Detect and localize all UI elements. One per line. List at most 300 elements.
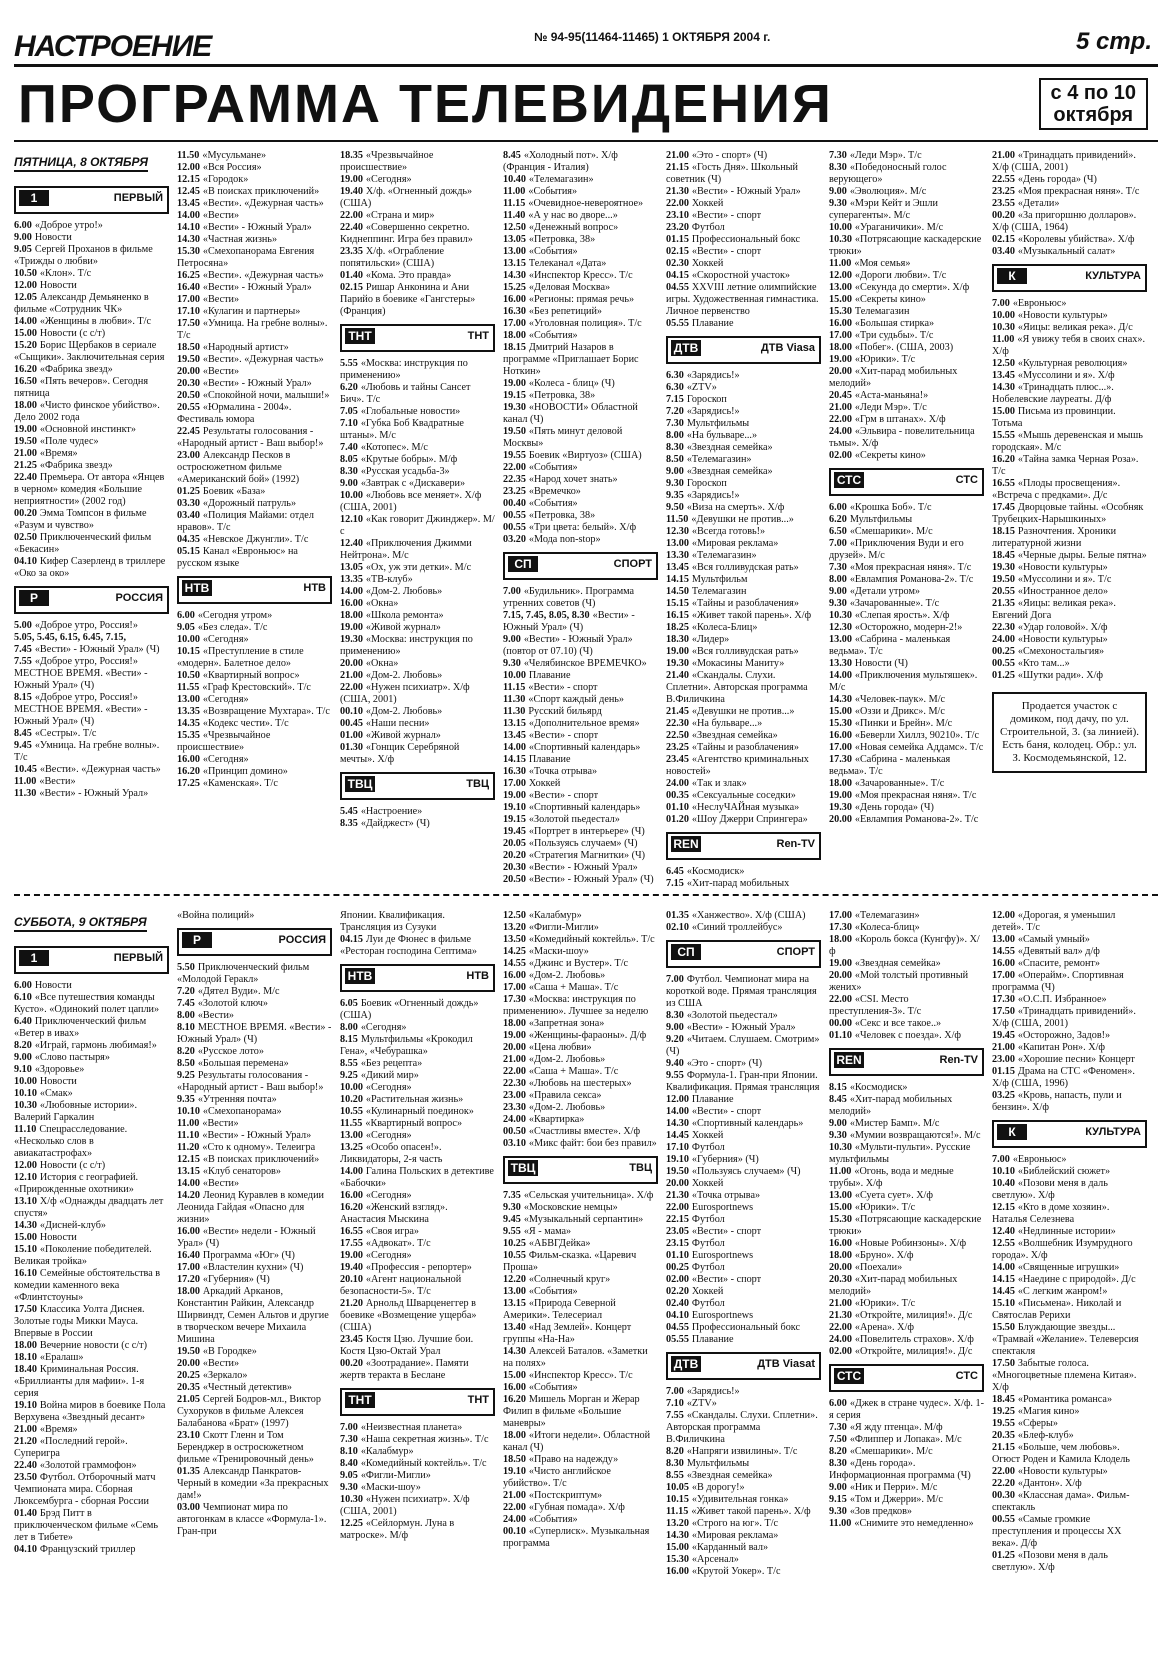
- program-time: 00.55: [503, 510, 526, 521]
- program-item: [666, 430, 821, 442]
- program-time: 01.00: [340, 730, 363, 741]
- program-item: [340, 246, 495, 270]
- program-item: [177, 402, 332, 426]
- program-title: «События»: [528, 1286, 578, 1297]
- program-item: [14, 268, 169, 280]
- program-time: 9.30: [829, 598, 847, 609]
- program-title: «Профессия - репортер»: [365, 1262, 472, 1273]
- program-item: [503, 730, 658, 742]
- program-title: «Зачарованные». Т/с: [849, 598, 940, 609]
- program-title: «Окна»: [365, 598, 399, 609]
- program-title: Алексей Баталов. «Заметки на полях»: [503, 1346, 648, 1369]
- program-item: [503, 658, 658, 670]
- program-time: 9.10: [14, 1064, 32, 1075]
- program-time: 24.00: [992, 634, 1015, 645]
- program-time: 05.15: [177, 546, 200, 557]
- program-title: «Дом-2. Любовь»: [528, 1102, 606, 1113]
- program-time: 19.00: [14, 424, 37, 435]
- program-item: [829, 1458, 984, 1482]
- program-title: Eurosportnews: [691, 1250, 754, 1261]
- program-item: [503, 222, 658, 234]
- program-time: 18.50: [503, 1454, 526, 1465]
- program-item: [666, 1310, 821, 1322]
- program-item: [14, 1232, 169, 1244]
- program-time: 14.15: [503, 754, 526, 765]
- program-title: Футбол. Чемпионат мира на короткой воде. Прямая трансляция из США: [666, 974, 817, 1009]
- program-time: 9.00: [829, 586, 847, 597]
- program-item: [177, 682, 332, 694]
- program-title: «Зоотрадание». Памяти жертв теракта в Беслане: [340, 1358, 469, 1381]
- program-item: [503, 210, 658, 222]
- program-time: 11.30: [503, 706, 526, 717]
- program-time: 13.00: [829, 282, 852, 293]
- program-title: «Тайны и разоблачения»: [691, 742, 799, 753]
- program-title: «Дополнительное время»: [528, 718, 640, 729]
- program-time: 10.30: [992, 322, 1015, 333]
- program-title: «Детали»: [1017, 198, 1060, 209]
- program-item: [829, 610, 984, 622]
- program-item: [666, 490, 821, 502]
- program-time: 19.40: [340, 1262, 363, 1273]
- program-title: «Растительная жизнь»: [365, 1094, 464, 1105]
- program-item: [666, 514, 821, 526]
- program-time: 21.40: [666, 670, 689, 681]
- program-title: «Секреты кино»: [854, 450, 926, 461]
- program-title: «Нужен психиатр». Х/ф (США, 2001): [340, 1494, 470, 1517]
- program-title: Галина Польских в детективе «Бабочки»: [340, 1166, 494, 1189]
- program-time: 21.00: [340, 670, 363, 681]
- program-title: «Вести». «Дежурная часть»: [202, 354, 324, 365]
- program-title: «События»: [528, 330, 578, 341]
- program-title: «Мистер Бамп». М/с: [849, 1118, 940, 1129]
- program-time: 10.45: [14, 764, 37, 775]
- program-item: [14, 232, 169, 244]
- program-item: [14, 1268, 169, 1304]
- program-time: 11.00: [829, 258, 852, 269]
- program-item: [666, 258, 821, 270]
- program-item: [503, 706, 658, 718]
- program-item: [14, 364, 169, 376]
- program-title: «Космодиск»: [686, 866, 745, 877]
- program-time: 22.55: [992, 174, 1015, 185]
- program-title: «Осторожно, модерн-2!»: [854, 622, 963, 633]
- program-time: 18.00: [829, 342, 852, 353]
- program-title: «Фабрика звезд»: [39, 460, 113, 471]
- program-title: «Пользуясь случаем» (Ч): [691, 1166, 801, 1177]
- program-time: 01.25: [992, 1550, 1015, 1561]
- program-item: [503, 1454, 658, 1466]
- program-title: «Эволюция». М/с: [849, 186, 927, 197]
- program-time: 19.00: [340, 622, 363, 633]
- program-title: Борис Щербаков в сериале «Сыщики». Заключительная серия: [14, 340, 165, 363]
- program-title: «Вести»: [202, 366, 240, 377]
- program-item: [340, 1226, 495, 1238]
- program-time: 6.00: [14, 220, 32, 231]
- program-title: «Будильник». Программа утренних советов (Ч): [503, 586, 635, 609]
- program-time: 18.35: [340, 150, 363, 161]
- program-title: «Шоу Джерри Спрингера»: [691, 814, 808, 825]
- program-time: 8.55: [340, 1058, 358, 1069]
- program-item: [666, 282, 821, 318]
- program-time: 13.00: [503, 1286, 526, 1297]
- program-title: Классика Уолта Диснея. Золотые годы Микки Мауса. Впервые в России: [14, 1304, 145, 1339]
- program-item: [177, 1142, 332, 1154]
- program-time: 23.20: [666, 222, 689, 233]
- channel-name: НТВ: [466, 970, 489, 982]
- program-title: «Крутой Уокер». Т/с: [691, 1566, 781, 1577]
- program-time: 16.00: [340, 1190, 363, 1201]
- program-item: [14, 1100, 169, 1124]
- program-time: 19.00: [503, 790, 526, 801]
- program-item: [177, 1166, 332, 1178]
- program-item: [666, 866, 821, 878]
- program-time: 7.00: [666, 1386, 684, 1397]
- program-time: 9.00: [503, 634, 521, 645]
- program-item: [503, 390, 658, 402]
- program-title: «Мокасины Маниту»: [691, 658, 785, 669]
- program-time: 17.30: [503, 994, 526, 1005]
- program-title: «Потрясающие каскадерские трюки»: [829, 1214, 982, 1237]
- program-title: «Человек-паук». М/с: [854, 694, 946, 705]
- channel-logo-icon: СП: [671, 944, 701, 960]
- program-time: 9.30: [503, 658, 521, 669]
- program-title: «Яицы: великая река». Д/с: [1017, 322, 1133, 333]
- program-title: «Сейлормун. Луна в матроске». М/ф: [340, 1518, 455, 1541]
- program-title: «Тринадцать привидений». Х/ф (США, 2001): [992, 1006, 1136, 1029]
- program-time: 9.30: [503, 1202, 521, 1213]
- program-title: «Гость Дня». Школьный советник (Ч): [666, 162, 798, 185]
- program-time: 05.55: [666, 318, 689, 329]
- program-item: [340, 1334, 495, 1358]
- program-time: 7.00: [503, 586, 521, 597]
- program-title: «Вся Россия»: [202, 162, 262, 173]
- program-item: [14, 328, 169, 340]
- program-title: Брэд Питт в приключенческом фильме «Семь лет в Тибете»: [14, 1508, 159, 1543]
- program-item: [503, 1018, 658, 1030]
- program-time: 10.55: [340, 1106, 363, 1117]
- program-item: [829, 1482, 984, 1494]
- program-title: Профессиональный бокс: [691, 234, 801, 245]
- program-time: 02.30: [666, 258, 689, 269]
- program-time: 21.20: [340, 1298, 363, 1309]
- program-title: «Золотой граммофон»: [39, 1460, 137, 1471]
- program-time: 23.35: [340, 246, 363, 257]
- program-time: 17.00: [829, 742, 852, 753]
- schedule-column: [992, 150, 1147, 888]
- channel-header: [829, 468, 984, 496]
- program-time: 14.30: [666, 1118, 689, 1129]
- program-item: [666, 1386, 821, 1398]
- program-time: 6.45: [666, 866, 684, 877]
- program-item: [503, 1090, 658, 1102]
- program-title: «Телемагазин»: [686, 454, 752, 465]
- program-title: «Откройте, милиция!». Д/с: [854, 1310, 973, 1321]
- program-item: [503, 1114, 658, 1126]
- program-item: [14, 400, 169, 424]
- program-time: 03.25: [992, 1090, 1015, 1101]
- program-time: 15.30: [666, 1554, 689, 1565]
- program-time: 19.50: [992, 574, 1015, 585]
- program-title: «Инспектор Кресс». Т/с: [528, 1370, 633, 1381]
- program-time: 20.00: [177, 1358, 200, 1369]
- program-item: [992, 670, 1147, 682]
- program-time: 14.15: [666, 574, 689, 585]
- program-item: [177, 634, 332, 646]
- channel-logo-icon: СТС: [834, 1368, 864, 1384]
- program-item: [177, 998, 332, 1010]
- program-item: [177, 426, 332, 450]
- program-item: [666, 246, 821, 258]
- program-title: Фильм-сказка. «Царевич Проша»: [503, 1250, 637, 1273]
- program-time: 9.30: [340, 1482, 358, 1493]
- program-item: [666, 502, 821, 514]
- program-title: «В Городке»: [202, 1346, 257, 1357]
- program-item: [829, 282, 984, 294]
- program-time: 20.00: [503, 1042, 526, 1053]
- channel-name: СПОРТ: [776, 946, 815, 958]
- program-item: [503, 694, 658, 706]
- program-time: 13.45: [992, 370, 1015, 381]
- program-title: «Кулагин и партнеры»: [202, 306, 301, 317]
- program-title: «Дом-2. Любовь»: [365, 586, 443, 597]
- program-title: Канал «Евроньюс» на русском языке: [177, 546, 298, 569]
- program-time: 15.10: [992, 1298, 1015, 1309]
- program-title: «Тринадцать плюс...». Нобелевские лауреаты. Д/ф: [992, 382, 1114, 405]
- program-item: [666, 1458, 821, 1470]
- program-item: [503, 378, 658, 390]
- program-item: [666, 478, 821, 490]
- program-item: [829, 1202, 984, 1214]
- program-title: «Калабмур»: [360, 1446, 414, 1457]
- program-time: 7.20: [666, 406, 684, 417]
- program-title: «Уголовная полиция». Т/с: [528, 318, 642, 329]
- program-time: 21.00: [829, 1298, 852, 1309]
- program-title: «Цена любви»: [528, 1042, 592, 1053]
- schedule-column: [829, 150, 984, 888]
- program-time: 15.30: [829, 1214, 852, 1225]
- program-time: 19.10: [14, 1400, 37, 1411]
- program-item: [503, 610, 658, 634]
- program-time: 13.25: [340, 1142, 363, 1153]
- program-item: [340, 1446, 495, 1458]
- program-title: «Умница. На гребне волны». Т/с: [14, 740, 160, 763]
- program-item: [829, 502, 984, 514]
- program-item: [340, 1166, 495, 1190]
- program-title: Дворцовые тайны. «Особняк Трубецких-Нарышкиных»: [992, 502, 1144, 525]
- program-time: 9.00: [14, 1052, 32, 1063]
- program-item: [340, 358, 495, 382]
- program-time: 9.00: [666, 466, 684, 477]
- program-title: «Вести» - Южный Урал»: [691, 186, 801, 197]
- program-item: [177, 706, 332, 718]
- program-item: [992, 1166, 1147, 1178]
- program-title: Русский бильярд: [528, 706, 602, 717]
- program-title: Плавание: [691, 1094, 734, 1105]
- program-item: [503, 802, 658, 814]
- program-title: «Золотой пьедестал»: [528, 814, 620, 825]
- program-item: [992, 1274, 1147, 1286]
- program-time: 10.15: [666, 1494, 689, 1505]
- program-item: [340, 910, 495, 934]
- program-time: 23.00: [992, 1054, 1015, 1065]
- program-title: «Честный детектив»: [202, 1382, 292, 1393]
- program-time: 12.30: [829, 622, 852, 633]
- program-time: 8.45: [503, 150, 521, 161]
- program-time: 01.10: [829, 1030, 852, 1041]
- program-title: «Синий троллейбус»: [691, 922, 783, 933]
- program-item: [340, 1262, 495, 1274]
- program-title: «Дорожный патруль»: [202, 498, 297, 509]
- program-time: 19.10: [503, 802, 526, 813]
- program-time: 18.00: [14, 400, 37, 411]
- program-title: «Колеса - блиц» (Ч): [528, 378, 615, 389]
- program-item: [829, 426, 984, 450]
- channel-logo-icon: СП: [508, 556, 538, 572]
- program-time: 9.45: [14, 740, 32, 751]
- program-time: 7.00: [340, 1422, 358, 1433]
- program-title: «Пять минут деловой Москвы»: [503, 426, 623, 449]
- program-title: «Тринадцать привидений». Х/ф (США, 2001): [992, 150, 1136, 173]
- program-title: «Смехоностальгия»: [1017, 646, 1105, 657]
- program-item: [829, 718, 984, 730]
- program-title: «Блеф-клуб»: [1017, 1430, 1074, 1441]
- program-item: [992, 1286, 1147, 1298]
- program-title: Футбол: [691, 1262, 725, 1273]
- program-title: «НОВОСТИ» Областной канал (Ч): [503, 402, 638, 425]
- program-item: [992, 598, 1147, 622]
- channel-header: [340, 1388, 495, 1416]
- program-item: [666, 1034, 821, 1058]
- program-time: 13.00: [992, 934, 1015, 945]
- program-item: [503, 586, 658, 610]
- channel-header: [829, 1364, 984, 1392]
- program-item: [829, 706, 984, 718]
- program-time: 04.55: [666, 282, 689, 293]
- program-title: «Девушки не против...»: [691, 706, 795, 717]
- program-item: [503, 1286, 658, 1298]
- program-title: «Волшебник Изумрудного города». Х/ф: [992, 1238, 1133, 1261]
- program-item: [992, 1262, 1147, 1274]
- program-title: «События»: [528, 1382, 578, 1393]
- program-time: 7.30: [829, 1422, 847, 1433]
- program-item: [503, 330, 658, 342]
- program-item: [503, 742, 658, 754]
- program-item: [666, 1070, 821, 1094]
- program-time: 22.45: [177, 426, 200, 437]
- program-title: «Вести» - Южный Урал» (Ч): [34, 644, 160, 655]
- program-item: [503, 234, 658, 246]
- program-title: «Аста-маньяна!»: [854, 390, 929, 401]
- program-title: Александр Демьяненко в фильме «Сотрудник ЧК»: [14, 292, 149, 315]
- program-title: «Вести»: [202, 210, 240, 221]
- friday-section: [14, 150, 1158, 888]
- program-item: [666, 1142, 821, 1154]
- program-title: «Юрики». Т/с: [854, 1298, 916, 1309]
- program-time: 04.10: [14, 1544, 37, 1555]
- program-time: 16.40: [177, 282, 200, 293]
- program-time: 11.40: [503, 210, 526, 221]
- program-time: 20.00: [340, 658, 363, 669]
- program-title: «Вести» - Южный Урал» (Ч): [503, 610, 635, 633]
- program-title: «Евлампия Романова-2». Т/с: [849, 574, 974, 585]
- program-time: 6.20: [829, 514, 847, 525]
- program-item: [666, 418, 821, 430]
- header-bottom-rule: [14, 140, 1158, 142]
- program-title: «Доброе утро, Россия!» МЕСТНОЕ ВРЕМЯ. «Вести» - Южный Урал» (Ч): [14, 656, 148, 691]
- program-item: [992, 550, 1147, 562]
- program-title: Криминальная Россия. «Бриллианты для мафии». 1-я серия: [14, 1364, 145, 1399]
- program-time: 21.00: [992, 150, 1015, 161]
- program-title: «Микс файт: бои без правил»: [528, 1138, 657, 1149]
- program-title: Новости: [39, 1076, 77, 1087]
- program-time: 17.00: [503, 778, 526, 789]
- program-title: «Музыкальный салат»: [1017, 246, 1116, 257]
- program-item: [503, 1030, 658, 1042]
- channel-logo-icon: ТНТ: [345, 1392, 375, 1408]
- program-item: [829, 622, 984, 634]
- program-title: «Над Землей». Концерт группы «На-На»: [503, 1322, 632, 1345]
- program-item: [992, 1418, 1147, 1430]
- program-title: «Вести» - спорт: [528, 790, 599, 801]
- channel-logo-icon: ДТВ: [671, 1356, 701, 1372]
- program-item: [666, 1238, 821, 1250]
- program-time: 12.15: [992, 1202, 1015, 1213]
- program-title: «Суета сует». Х/ф: [854, 1190, 933, 1201]
- program-title: Хоккей: [528, 778, 561, 789]
- program-item: [177, 534, 332, 546]
- program-item: [992, 1442, 1147, 1466]
- program-time: 10.50: [14, 268, 37, 279]
- program-title: «Культурная революция»: [1017, 358, 1128, 369]
- program-item: [340, 1082, 495, 1094]
- program-time: 17.00: [177, 1262, 200, 1273]
- program-time: 20.35: [992, 1430, 1015, 1441]
- program-title: «Золотой ключ»: [197, 998, 268, 1009]
- program-time: 16.15: [666, 610, 689, 621]
- program-item: [829, 390, 984, 402]
- program-title: «Хит-парад мобильных: [686, 878, 790, 888]
- program-title: «Основной инстинкт»: [39, 424, 136, 435]
- program-title: «Арсенал»: [691, 1554, 739, 1565]
- program-item: [992, 994, 1147, 1006]
- program-title: «Последний герой». Суперигра: [14, 1436, 128, 1459]
- program-title: «Сегодня»: [202, 634, 249, 645]
- program-time: 6.30: [666, 382, 684, 393]
- program-title: Программа «Юг» (Ч): [202, 1250, 295, 1261]
- program-time: 19.55: [992, 1418, 1015, 1429]
- program-item: [14, 1340, 169, 1352]
- program-time: 5.50: [177, 962, 195, 973]
- program-title: «Муссолини и я». Т/с: [1017, 574, 1112, 585]
- program-item: [177, 486, 332, 498]
- program-time: 04.15: [340, 934, 363, 945]
- program-time: 00.25: [992, 646, 1015, 657]
- program-title: Гороскоп: [686, 478, 727, 489]
- program-title: Забытые голоса. «Многоцветные племена Китая». Х/ф: [992, 1358, 1137, 1393]
- program-time: 12.55: [992, 1238, 1015, 1249]
- program-title: «Скандалы. Слухи. Сплетни». Авторская программа В.Филичкина: [666, 670, 808, 705]
- program-time: 02.00: [829, 1346, 852, 1357]
- program-time: 15.15: [666, 598, 689, 609]
- program-title: «День города». Информационная программа (Ч): [829, 1458, 971, 1481]
- program-item: [829, 1214, 984, 1238]
- program-time: 9.55: [503, 1226, 521, 1237]
- program-time: 14.30: [666, 1530, 689, 1541]
- channel-name: НТВ: [303, 582, 326, 594]
- program-item: [503, 498, 658, 510]
- program-time: 14.00: [992, 1262, 1015, 1273]
- program-time: 14.30: [177, 234, 200, 245]
